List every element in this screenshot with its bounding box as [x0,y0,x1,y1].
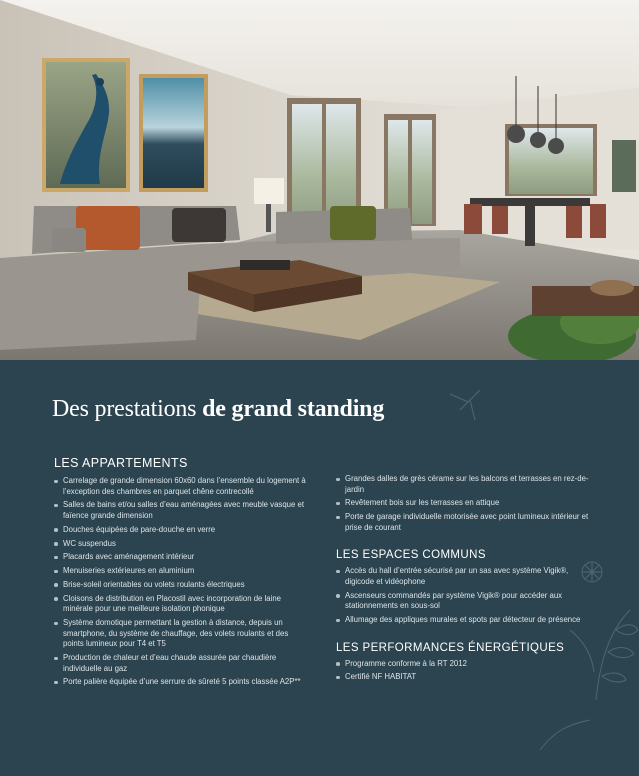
section-appartements [54,456,306,688]
espaces-communs-list [336,566,598,625]
list-item: Porte palière équipée d’une serrure de sûreté 5 points classée A2P** [54,677,306,688]
list-item: Grandes dalles de grès cérame sur les balcons et terrasses en rez-de-jardin [336,474,598,495]
headline-bold: de grand standing [202,396,385,422]
list-item: Brise-soleil orientables ou volets roulants électriques [54,580,306,591]
section-title-appartements: LES APPARTEMENTS [54,456,188,470]
list-item: WC suspendus [54,539,306,550]
list-item: Salles de bains et/ou salles d’eau aménagées avec meuble vasque et faïence grande dimension [54,500,306,521]
section-appartements-suite [336,474,598,533]
left-column [54,456,306,704]
peacock-painting [42,58,130,192]
list-item: Certifié NF HABITAT [336,672,598,683]
page-headline [52,396,384,423]
list-item: Accès du hall d’entrée sécurisé par un sas avec système Vigik®, digicode et vidéophone [336,566,598,587]
list-item: Revêtement bois sur les terrasses en attique [336,498,598,509]
headline-regular: Des prestations [52,396,197,422]
list-item: Menuiseries extérieures en aluminium [54,566,306,577]
list-item: Programme conforme à la RT 2012 [336,659,598,670]
performances-list [336,659,598,683]
features-panel [0,360,639,776]
list-item: Porte de garage individuelle motorisée avec point lumineux intérieur et prise de courant [336,512,598,533]
section-espaces-communs [336,549,598,625]
list-item: Douches équipées de pare-douche en verre [54,525,306,536]
section-title-performances: LES PERFORMANCES ÉNERGÉTIQUES [336,641,565,654]
right-column [336,474,598,699]
list-item: Production de chaleur et d’eau chaude assurée par chaudière individuelle au gaz [54,653,306,674]
list-item: Carrelage de grande dimension 60x60 dans l’ensemble du logement à l’exception des chambres en parquet chêne contrecollé [54,476,306,497]
list-item: Cloisons de distribution en Placostil avec incorporation de laine minérale pour une meilleure isolation phonique [54,594,306,615]
section-performances [336,642,598,683]
living-room-photo [0,0,639,360]
list-item: Ascenseurs commandés par système Vigik® pour accéder aux stationnements en sous-sol [336,591,598,612]
list-item: Système domotique permettant la gestion à distance, depuis un smartphone, du système de chauffage, des volets roulants et des points lumineux pour T4 et T5 [54,618,306,650]
list-item: Allumage des appliques murales et spots par détecteur de présence [336,615,598,626]
appartements-suite-list [336,474,598,533]
list-item: Placards avec aménagement intérieur [54,552,306,563]
section-title-espaces-communs: LES ESPACES COMMUNS [336,549,486,562]
appartements-list [54,476,306,688]
landscape-painting [139,74,208,192]
